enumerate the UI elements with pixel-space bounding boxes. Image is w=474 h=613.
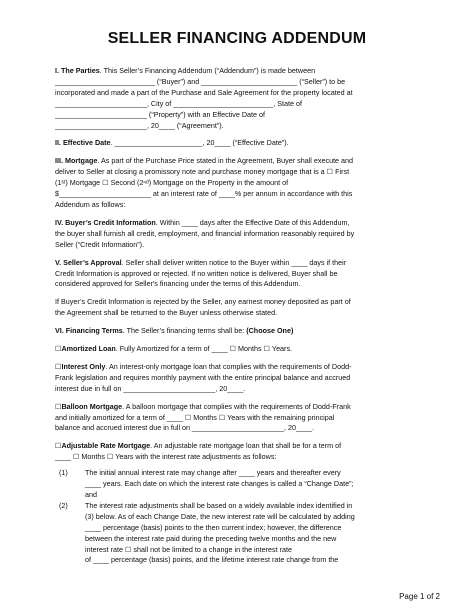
credit-line-3: Seller (“Credit Information”). <box>55 239 145 249</box>
item-line: and <box>85 490 97 499</box>
document-title: SELLER FINANCING ADDENDUM <box>107 30 367 47</box>
amortized-text: . Fully Amortized for a term of ____ ☐ Months ☐ Years. <box>115 344 293 354</box>
interest-only-line-1: . An interest-only mortgage loan that complies with the requirements of Dodd- <box>105 361 352 371</box>
balloon-line-3: balance and accrued interest due in full on _______________________, 20____. <box>55 423 314 433</box>
interest-only-line-2: Frank legislation and requires monthly payment with the entire principal balance and accrued <box>55 372 351 382</box>
adjustable-item-1 <box>55 468 425 501</box>
credit-heading: IV. Buyer’s Credit Information <box>55 217 156 227</box>
mortgage-line-4: $_______________________ at an interest rate of ____% per annum in accordance with this <box>55 189 353 199</box>
amortized-label: Amortized Loan <box>61 344 116 354</box>
adjustable-label: Adjustable Rate Mortgage <box>61 441 151 451</box>
item-number: (2) <box>59 500 68 510</box>
amortized-checkbox[interactable]: ☐ <box>55 344 62 354</box>
parties-line-5: _______________________ (“Property”) with an Effective Date of <box>55 109 266 119</box>
section-credit <box>55 218 425 251</box>
item-line: interest rate ☐ shall not be limited to a change in the interest rate <box>85 544 293 554</box>
section-rejection <box>55 297 425 319</box>
mortgage-line-1: . As part of the Purchase Price stated in the Agreement, Buyer shall execute and <box>97 156 354 166</box>
approval-line-3: considered approved for Seller's financing under the terms of this Addendum. <box>55 279 301 289</box>
effective-text: . ______________________, 20____ (“Effective Date”). <box>110 138 289 148</box>
adjustable-checkbox[interactable]: ☐ <box>55 441 62 451</box>
item-line: between the interest rate paid during the preceding twelve months and the new <box>85 533 337 543</box>
terms-choose: (Choose One) <box>246 326 294 336</box>
effective-heading: II. Effective Date <box>55 138 111 148</box>
item-line: (3) below. As of each Change Date, the new interest rate will be calculated by adding <box>85 511 355 521</box>
item-number: (1) <box>59 468 68 478</box>
item-line: ____ percentage (basis) points to the then current index; however, the difference <box>85 522 342 532</box>
credit-line-2: the buyer shall furnish all credit, employment, and financial information reasonably required by <box>55 228 355 238</box>
rejection-line-2: the Agreement shall be returned to the Buyer unless otherwise stated. <box>55 308 278 318</box>
option-adjustable <box>55 441 425 566</box>
approval-heading: V. Seller’s Approval <box>55 257 122 267</box>
item-line: ____ years. Each date on which the interest rate changes is called a “Change Date”; <box>85 479 354 489</box>
section-parties <box>55 66 425 131</box>
parties-line-2: _________________________ (“Buyer”) and ________________________ (“Seller”) to be <box>55 76 346 86</box>
interest-only-line-3: interest due in full on _______________________, 20____. <box>55 383 246 393</box>
balloon-line-2: and initially amortized for a term of ____ ☐ Months ☐ Years with the remaining principal <box>55 412 335 422</box>
terms-heading: VI. Financing Terms <box>55 326 123 336</box>
mortgage-line-5: Addendum as follows: <box>55 199 126 209</box>
balloon-line-1: . A balloon mortgage that complies with the requirements of Dodd-Frank <box>122 401 351 411</box>
adjustable-line-1: . An adjustable rate mortgage loan that shall be for a term of <box>150 441 342 451</box>
mortgage-line-2: deliver to Seller at closing a promissory note and purchase money mortgage that is a ☐ First <box>55 167 350 177</box>
parties-line-4: _______________________, City of _________________________, State of <box>55 98 303 108</box>
mortgage-line-3: (1ˢᵗ) Mortgage ☐ Second (2ⁿᵈ) Mortgage on the Property in the amount of <box>55 178 289 188</box>
section-effective-date <box>55 138 425 149</box>
adjustable-item-2 <box>55 501 425 566</box>
adjustable-line-2: ____ ☐ Months ☐ Years with the interest rate adjustments as follows: <box>55 452 277 462</box>
credit-line-1: . Within ____ days after the Effective Date of this Addendum, <box>155 217 350 227</box>
approval-line-1: . Seller shall deliver written notice to the Buyer within ____ days if their <box>121 257 347 267</box>
item-line: of ____ percentage (basis) points, and the lifetime interest rate change from the <box>85 555 339 565</box>
interest-only-label: Interest Only <box>61 361 106 371</box>
parties-line-6: _______________________, 20____ (“Agreement”). <box>55 120 224 130</box>
section-mortgage <box>55 156 425 211</box>
parties-line-1: . This Seller’s Financing Addendum (“Addendum”) is made between <box>99 66 316 75</box>
option-balloon <box>55 402 425 435</box>
section-financing-terms <box>55 326 425 337</box>
item-line: The interest rate adjustments shall be based on a widely available index identified in <box>85 500 353 510</box>
rejection-line-1: If Buyer’s Credit Information is rejected by the Seller, any earnest money deposited as part of <box>55 297 351 307</box>
addendum-body <box>55 66 425 566</box>
parties-heading: I. The Parties <box>55 66 100 75</box>
section-approval <box>55 258 425 291</box>
page-number: Page 1 of 2 <box>399 592 440 601</box>
approval-line-2: Credit Information is approved or rejected. If no written notice is delivered, Buyer shall be <box>55 268 338 278</box>
option-interest-only <box>55 362 425 395</box>
parties-line-3: incorporated and made a part of the Purchase and Sale Agreement for the property located at <box>55 87 353 97</box>
terms-text: . The Seller’s financing terms shall be: <box>122 326 247 336</box>
balloon-label: Balloon Mortgage <box>61 401 123 411</box>
balloon-checkbox[interactable]: ☐ <box>55 401 62 411</box>
mortgage-heading: III. Mortgage <box>55 156 98 166</box>
interest-only-checkbox[interactable]: ☐ <box>55 361 62 371</box>
item-line: The initial annual interest rate may change after ____ years and thereafter every <box>85 468 341 478</box>
option-amortized <box>55 344 425 355</box>
